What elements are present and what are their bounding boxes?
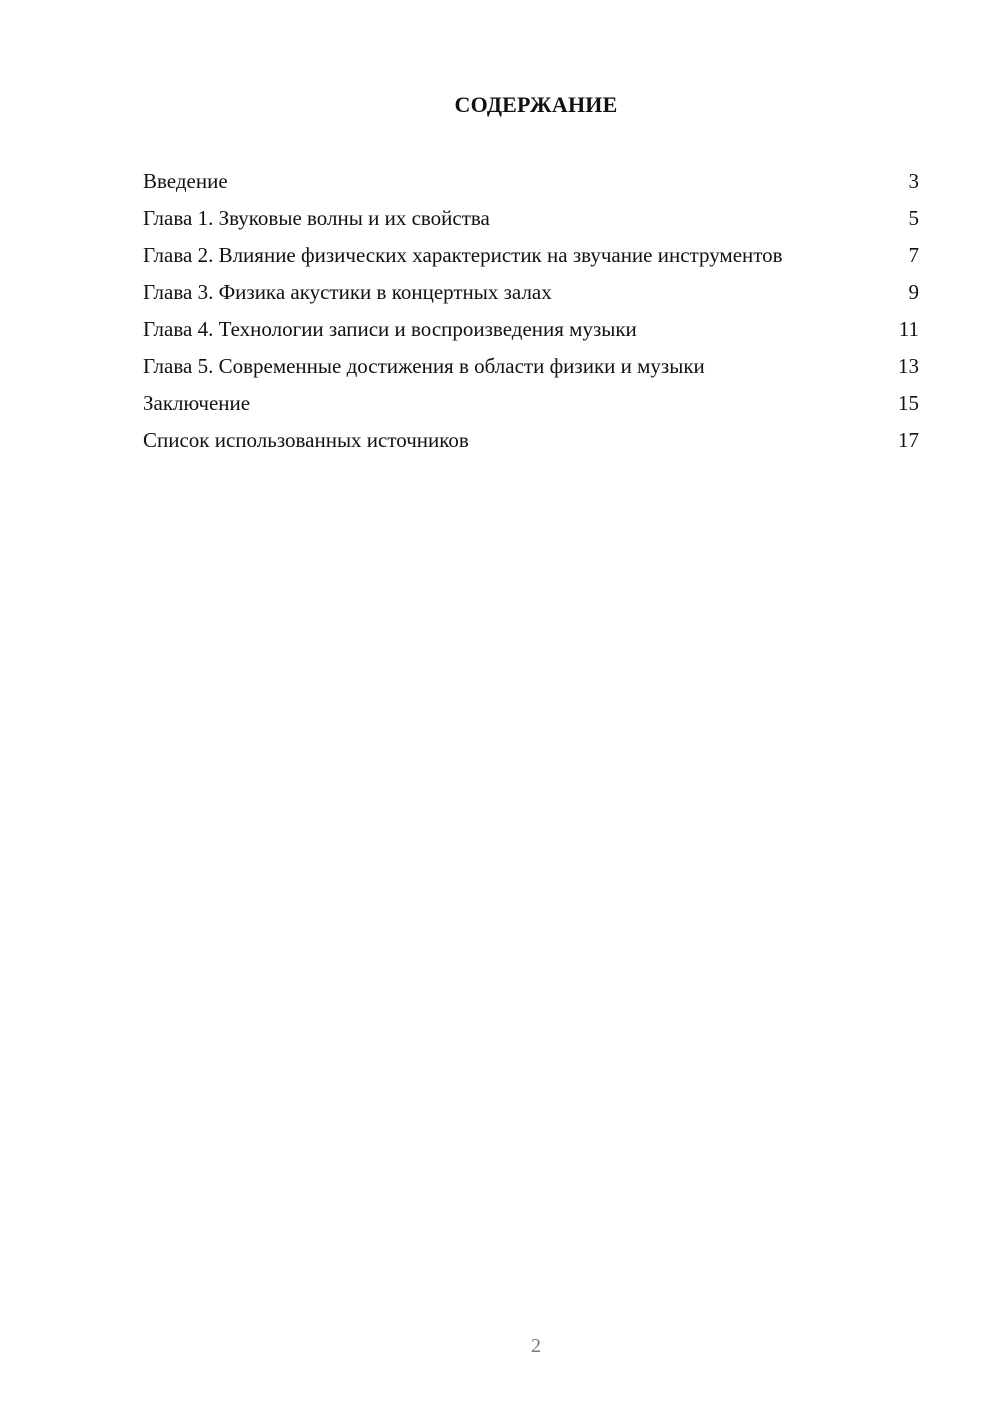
toc-entry-chapter-4 xyxy=(143,316,919,343)
toc-entry-page: 3 xyxy=(908,169,919,193)
page-number: 2 xyxy=(531,1335,541,1357)
toc-entry-page: 17 xyxy=(898,428,919,452)
toc-entry-introduction xyxy=(143,168,919,195)
toc-entry-label: Глава 5. Современные достижения в области физики и музыки xyxy=(143,354,705,378)
toc-entry-page: 11 xyxy=(898,317,919,341)
toc-entry-label: Список использованных источников xyxy=(143,428,469,452)
toc-entry-references xyxy=(143,427,919,454)
toc-entry-page: 15 xyxy=(898,391,919,415)
toc-entry-page: 7 xyxy=(908,243,919,267)
toc-entry-page: 5 xyxy=(908,206,919,230)
toc-entry-chapter-3 xyxy=(143,279,919,306)
toc-entry-chapter-5 xyxy=(143,353,919,380)
toc-entry-label: Глава 3. Физика акустики в концертных залах xyxy=(143,280,552,304)
toc-entry-label: Заключение xyxy=(143,391,251,415)
toc-entry-label: Введение xyxy=(143,169,228,193)
toc-entry-conclusion xyxy=(143,390,919,417)
toc-entry-chapter-1 xyxy=(143,205,919,232)
toc-title: СОДЕРЖАНИЕ xyxy=(454,92,618,117)
table-of-contents xyxy=(143,168,919,464)
toc-entry-page: 13 xyxy=(898,354,919,378)
toc-entry-label: Глава 4. Технологии записи и воспроизведения музыки xyxy=(143,317,637,341)
toc-entry-chapter-2 xyxy=(143,242,919,269)
toc-entry-label: Глава 2. Влияние физических характеристик на звучание инструментов xyxy=(143,243,783,267)
toc-entry-page: 9 xyxy=(908,280,919,304)
toc-entry-label: Глава 1. Звуковые волны и их свойства xyxy=(143,206,490,230)
